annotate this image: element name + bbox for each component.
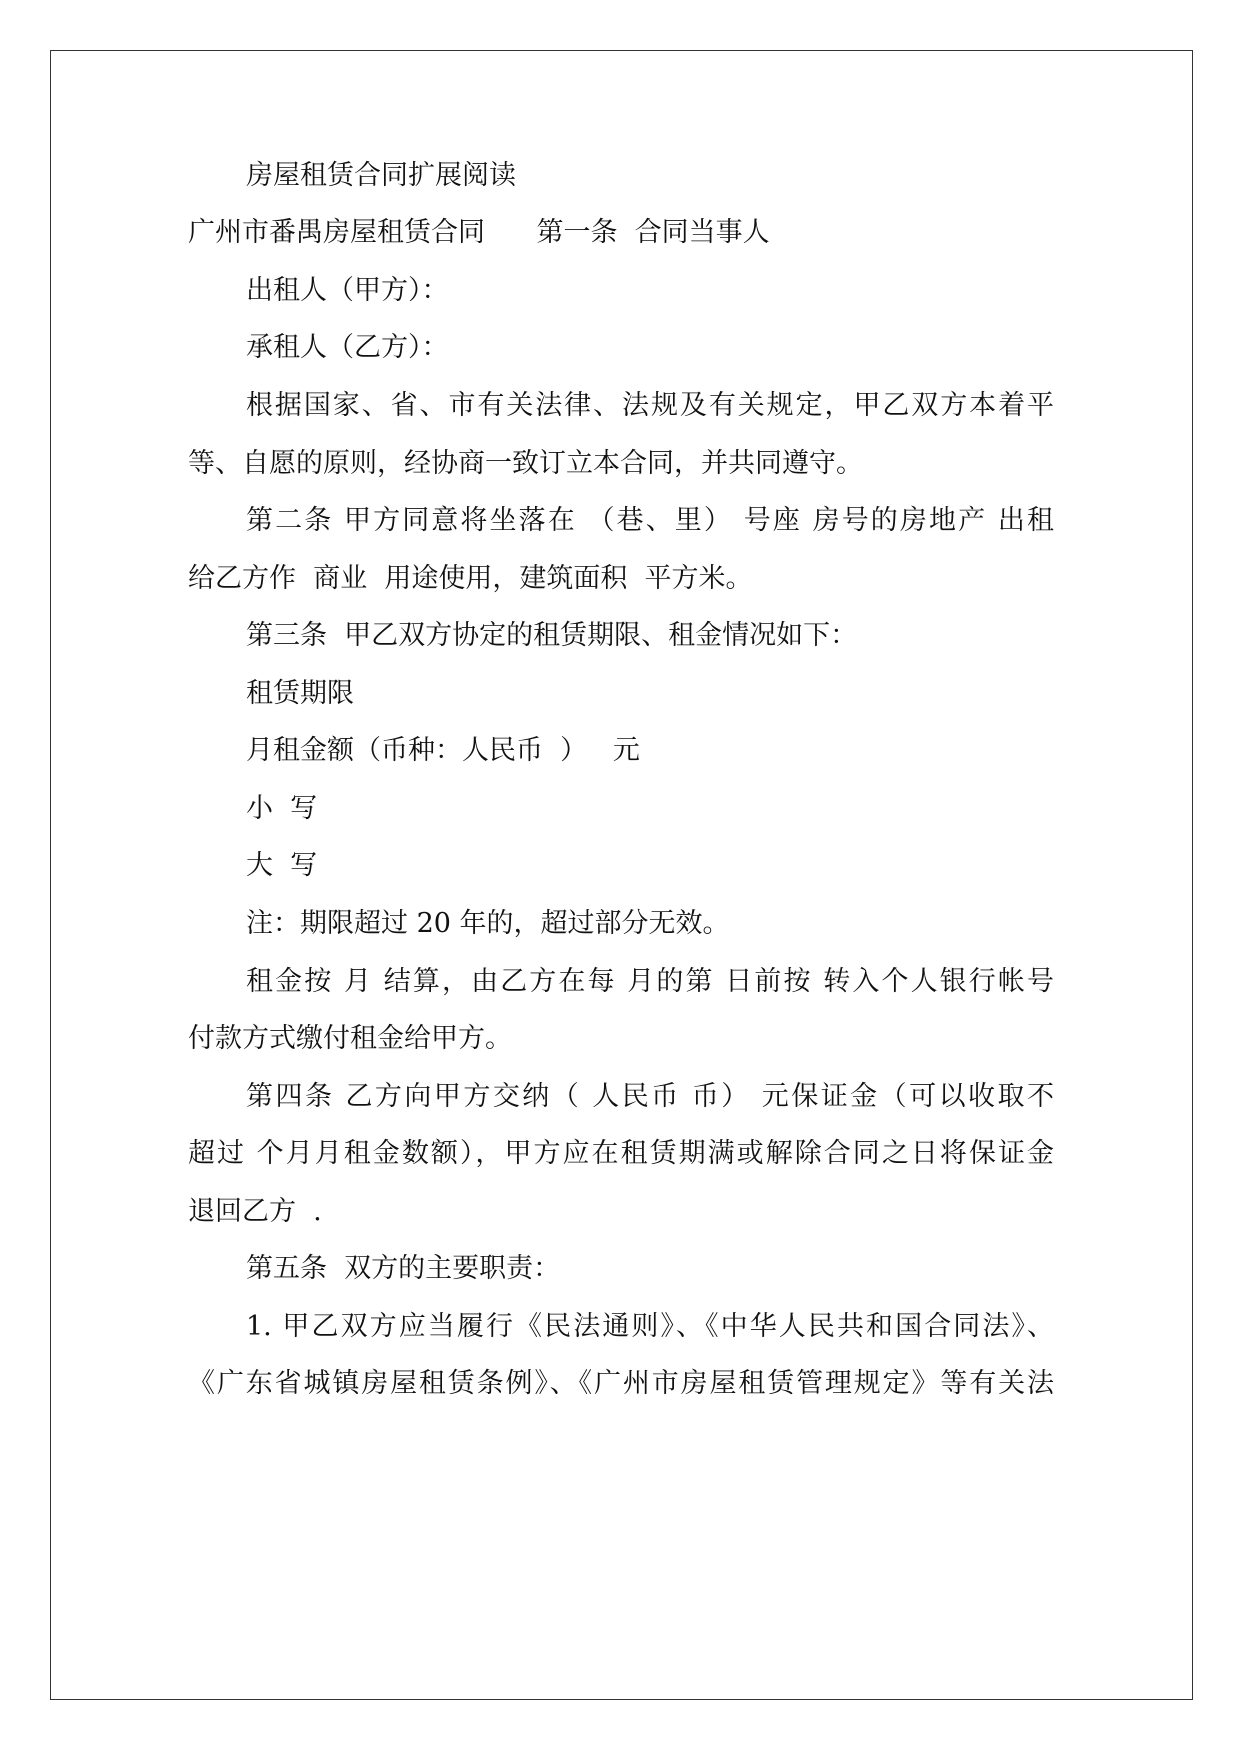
paragraph-line: 租赁期限 bbox=[246, 678, 354, 709]
paragraph-line: 第二条 甲方同意将坐落在 （巷、里） 号座 房号的房地产 出租 bbox=[246, 505, 1054, 536]
paragraph-line: 月租金额（币种：人民币 ） 元 bbox=[246, 735, 640, 766]
paragraph-line: 第五条 双方的主要职责： bbox=[246, 1253, 561, 1284]
paragraph-line: 根据国家、省、市有关法律、法规及有关规定，甲乙双方本着平 bbox=[246, 390, 1054, 421]
paragraph-line: 给乙方作 商业 用途使用，建筑面积 平方米。 bbox=[188, 563, 753, 594]
lessor-line: 出租人（甲方）： bbox=[246, 275, 449, 306]
paragraph-line: 《广东省城镇房屋租赁条例》、《广州市房屋租赁管理规定》等有关法 bbox=[188, 1368, 1054, 1399]
paragraph-line: 等、自愿的原则，经协商一致订立本合同，并共同遵守。 bbox=[188, 448, 863, 479]
paragraph-line: 退回乙方 . bbox=[188, 1196, 322, 1227]
lessee-line: 承租人（乙方）： bbox=[246, 332, 449, 363]
contract-heading: 广州市番禺房屋租赁合同 第一条 合同当事人 bbox=[188, 217, 770, 248]
paragraph-line: 注：期限超过 20 年的，超过部分无效。 bbox=[246, 908, 730, 939]
paragraph-line: 1. 甲乙双方应当履行《民法通则》、《中华人民共和国合同法》、 bbox=[246, 1311, 1054, 1342]
paragraph-line: 大 写 bbox=[246, 850, 318, 881]
paragraph-line: 第四条 乙方向甲方交纳（ 人民币 币） 元保证金（可以收取不 bbox=[246, 1081, 1054, 1112]
paragraph-line: 小 写 bbox=[246, 793, 318, 824]
paragraph-line: 付款方式缴付租金给甲方。 bbox=[188, 1023, 512, 1054]
paragraph-line: 超过 个月月租金数额），甲方应在租赁期满或解除合同之日将保证金 bbox=[188, 1138, 1054, 1169]
paragraph-line: 第三条 甲乙双方协定的租赁期限、租金情况如下： bbox=[246, 620, 858, 651]
document-title: 房屋租赁合同扩展阅读 bbox=[246, 160, 516, 191]
paragraph-line: 租金按 月 结算，由乙方在每 月的第 日前按 转入个人银行帐号 bbox=[246, 966, 1054, 997]
